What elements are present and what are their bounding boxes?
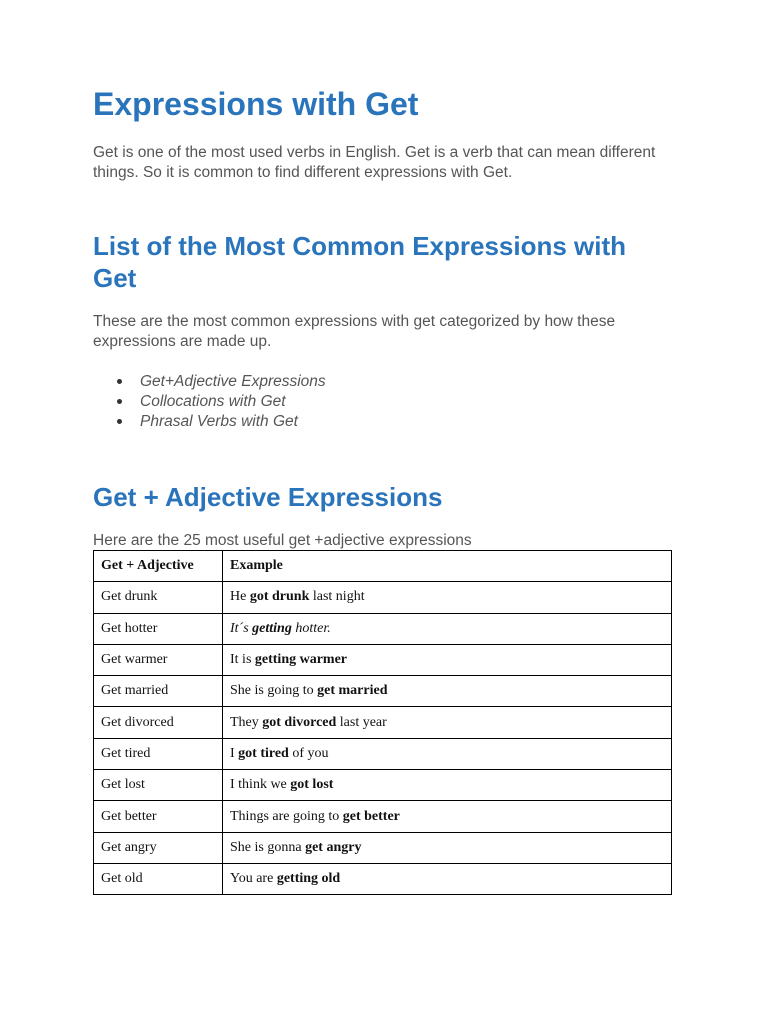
- table-caption: Here are the 25 most useful get +adjective expressions: [93, 532, 472, 549]
- example-text: You are: [230, 871, 277, 887]
- example-text: It is: [230, 652, 255, 668]
- example-cell: [223, 613, 672, 644]
- phrase-cell: Get old: [94, 863, 223, 894]
- list-item-label: Phrasal Verbs with Get: [140, 413, 298, 430]
- phrase-cell: Get divorced: [94, 707, 223, 738]
- example-bold: got lost: [290, 777, 334, 793]
- list-item: [93, 392, 326, 412]
- example-bold: get married: [317, 683, 388, 699]
- example-bold: getting warmer: [254, 652, 348, 668]
- example-text: last night: [309, 589, 365, 605]
- example-bold: got drunk: [249, 589, 310, 605]
- phrase-cell: Get warmer: [94, 644, 223, 675]
- table-row: [94, 863, 672, 894]
- example-bold: get angry: [305, 839, 362, 855]
- phrase-cell: Get tired: [94, 738, 223, 769]
- column-header-phrase: Get + Adjective: [94, 551, 223, 582]
- table-row: [94, 801, 672, 832]
- example-cell: [223, 582, 672, 613]
- example-bold: get better: [342, 808, 400, 824]
- table-row: [94, 582, 672, 613]
- page-title: Expressions with Get: [93, 86, 419, 122]
- table-row: [94, 770, 672, 801]
- example-cell: [223, 770, 672, 801]
- table-row: [94, 644, 672, 675]
- column-header-example: Example: [223, 551, 672, 582]
- list-item: [93, 372, 326, 392]
- phrase-cell: Get angry: [94, 832, 223, 863]
- example-cell: [223, 738, 672, 769]
- phrase-cell: Get better: [94, 801, 223, 832]
- table-row: [94, 832, 672, 863]
- example-text: She is gonna: [230, 839, 306, 855]
- example-cell: [223, 863, 672, 894]
- example-cell: [223, 676, 672, 707]
- list-item: [93, 412, 326, 432]
- table-row: [94, 613, 672, 644]
- example-text: It´s: [230, 620, 253, 636]
- table-row: [94, 738, 672, 769]
- example-bold: got tired: [238, 745, 289, 761]
- phrase-cell: Get hotter: [94, 613, 223, 644]
- example-cell: [223, 707, 672, 738]
- example-text: Things are going to: [230, 808, 343, 824]
- example-bold: getting: [252, 620, 292, 636]
- example-text: last year: [336, 714, 387, 730]
- example-text: I: [230, 745, 239, 761]
- phrase-cell: Get drunk: [94, 582, 223, 613]
- list-item-label: Collocations with Get: [140, 393, 286, 410]
- example-text: of you: [288, 745, 329, 761]
- intro-paragraph: Get is one of the most used verbs in English. Get is a verb that can mean different things. So it is common to find different expressions with Get.: [93, 144, 656, 181]
- table-row: [94, 676, 672, 707]
- phrase-cell: Get lost: [94, 770, 223, 801]
- expressions-table: [93, 550, 672, 895]
- section-heading-adjective-expressions: Get + Adjective Expressions: [93, 482, 443, 512]
- example-cell: [223, 644, 672, 675]
- example-text: He: [230, 589, 250, 605]
- table-header-row: [94, 551, 672, 582]
- section-intro-paragraph: These are the most common expressions with get categorized by how these expressions are made up.: [93, 313, 616, 350]
- bullet-icon: [117, 419, 122, 424]
- bullet-icon: [117, 379, 122, 384]
- example-text: I think we: [230, 777, 291, 793]
- phrase-cell: Get married: [94, 676, 223, 707]
- example-cell: [223, 801, 672, 832]
- example-bold: got divorced: [262, 714, 337, 730]
- expression-type-list: [93, 372, 326, 432]
- example-text: hotter.: [291, 620, 331, 636]
- example-bold: getting old: [276, 871, 341, 887]
- example-text: She is going to: [230, 683, 318, 699]
- section-heading-common-expressions: List of the Most Common Expressions with Get: [93, 231, 627, 293]
- example-cell: [223, 832, 672, 863]
- bullet-icon: [117, 399, 122, 404]
- table-row: [94, 707, 672, 738]
- list-item-label: Get+Adjective Expressions: [140, 373, 326, 390]
- example-text: They: [230, 714, 263, 730]
